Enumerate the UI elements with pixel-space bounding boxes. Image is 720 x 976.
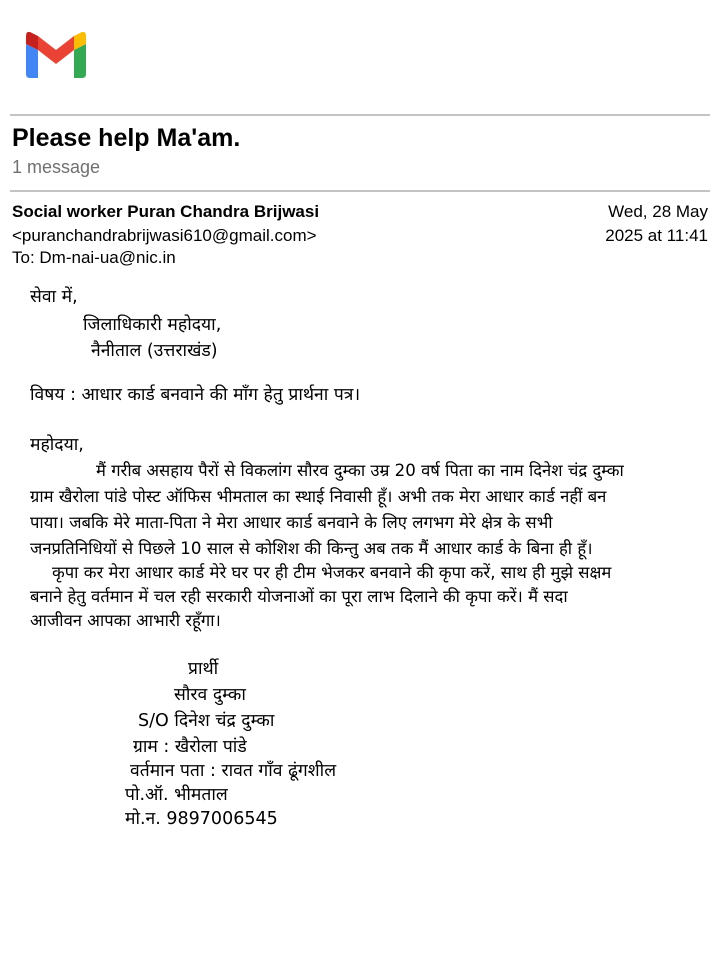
greeting: महोदया, [30, 435, 84, 455]
signature-village: ग्राम : खैरोला पांडे [133, 737, 247, 757]
body-paragraph-line: कृपा कर मेरा आधार कार्ड मेरे घर पर ही टीम भेजकर बनवाने की कृपा करें, साथ ही मुझे सक्षम [52, 563, 612, 582]
email-subject: Please help Ma'am. [12, 124, 241, 152]
sent-date: Wed, 28 May [608, 202, 708, 221]
signature-phone: मो.न. 9897006545 [125, 809, 278, 829]
sender-name: Social worker Puran Chandra Brijwasi [12, 202, 320, 221]
gmail-logo-icon [24, 30, 88, 80]
addressee-title: जिलाधिकारी महोदया, [83, 315, 222, 335]
signature-line: प्रार्थी [188, 659, 219, 679]
signature-parent: S/O दिनेश चंद्र दुम्का [138, 711, 275, 731]
header-divider [10, 190, 710, 192]
signature-name: सौरव दुम्का [174, 685, 246, 705]
signature-post-office: पो.ऑ. भीमताल [125, 785, 228, 805]
letter-subject: विषय : आधार कार्ड बनवाने की माँग हेतु प्रार्थना पत्र। [30, 385, 361, 405]
recipient-line: To: Dm-nai-ua@nic.in [12, 248, 176, 267]
body-paragraph-line: आजीवन आपका आभारी रहूँगा। [30, 611, 221, 630]
body-paragraph-line: मैं गरीब असहाय पैरों से विकलांग सौरव दुम्का उम्र 20 वर्ष पिता का नाम दिनेश चंद्र दुम्का [96, 461, 624, 480]
addressee-location: नैनीताल (उत्तराखंड) [91, 341, 218, 361]
body-paragraph-line: ग्राम खैरोला पांडे पोस्ट ऑफिस भीमताल का स्थाई निवासी हूँ। अभी तक मेरा आधार कार्ड नहीं बन [30, 487, 607, 506]
body-paragraph-line: जनप्रतिनिधियों से पिछले 10 साल से कोशिश की किन्तु अब तक मैं आधार कार्ड के बिना ही हूँ। [30, 539, 593, 558]
body-paragraph-line: बनाने हेतु वर्तमान में चल रही सरकारी योजनाओं का पूरा लाभ दिलाने की कृपा करें। मैं सदा [30, 587, 568, 606]
salutation: सेवा में, [30, 287, 78, 307]
signature-address: वर्तमान पता : रावत गाँव ढूंगशील [130, 761, 337, 781]
body-paragraph-line: पाया। जबकि मेरे माता-पिता ने मेरा आधार कार्ड बनवाने के लिए लगभग मेरे क्षेत्र के सभी [30, 513, 553, 532]
sent-time: 2025 at 11:41 [605, 226, 708, 245]
sender-email: <puranchandrabrijwasi610@gmail.com> [12, 226, 317, 245]
top-divider [10, 114, 710, 116]
message-count: 1 message [12, 157, 101, 177]
